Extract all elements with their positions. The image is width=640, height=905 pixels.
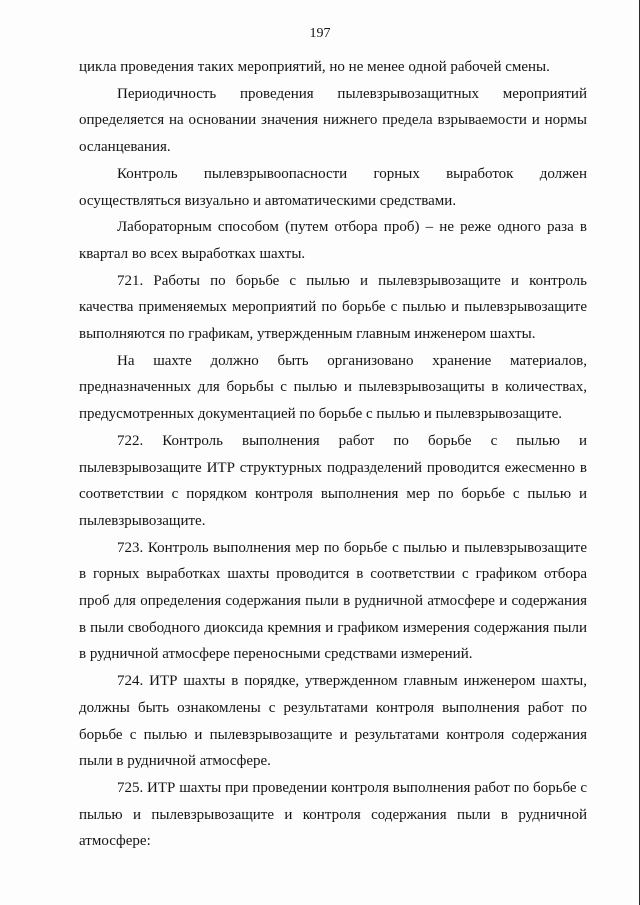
paragraph: цикла проведения таких мероприятий, но не менее одной рабочей смены. <box>79 59 550 75</box>
paragraph: На шахте должно быть организовано хранение материалов, предназначенных для борьбы с пылью и пылевзрывозащиты в количествах, предусмотренных документацией по борьбе с пылью и пылевзрывозащите. <box>79 352 587 423</box>
document-body <box>79 54 587 855</box>
paragraph: Периодичность проведения пылевзрывозащитных мероприятий определяется на основании значения нижнего предела взрываемости и нормы осланцевания. <box>79 85 587 156</box>
paragraph: Лабораторным способом (путем отбора проб) – не реже одного раза в квартал во всех выработках шахты. <box>79 219 587 262</box>
paragraph-724: 724. ИТР шахты в порядке, утвержденном главным инженером шахты, должны быть ознакомлены с результатами контроля выполнения работ по борьбе с пылью и пылевзрывозащите и результатами контроля содержания пыли в рудничной атмосфере. <box>79 673 587 770</box>
page-number: 197 <box>309 26 331 41</box>
paragraph-721: 721. Работы по борьбе с пылью и пылевзрывозащите и контроль качества применяемых мероприятий по борьбе с пылью и пылевзрывозащите выполняются по графикам, утвержденным главным инженером шахты. <box>79 272 587 343</box>
paragraph-722: 722. Контроль выполнения работ по борьбе с пылью и пылевзрывозащите ИТР структурных подразделений проводится ежесменно в соответствии с порядком контроля выполнения мер по борьбе с пылью и пылевзрывозащите. <box>79 432 587 529</box>
paragraph-725: 725. ИТР шахты при проведении контроля выполнения работ по борьбе с пылью и пылевзрывозащите и контроля содержания пыли в рудничной атмосфере: <box>79 779 587 850</box>
paragraph-723: 723. Контроль выполнения мер по борьбе с пылью и пылевзрывозащите в горных выработках шахты проводится в соответствии с графиком отбора проб для определения содержания пыли в рудничной атмосфере и содержания в пыли свободного диоксида кремния и графиком измерения содержания пыли в рудничной атмосфере переносными средствами измерений. <box>79 539 587 663</box>
paragraph: Контроль пылевзрывоопасности горных выработок должен осуществляться визуально и автоматическими средствами. <box>79 165 587 209</box>
